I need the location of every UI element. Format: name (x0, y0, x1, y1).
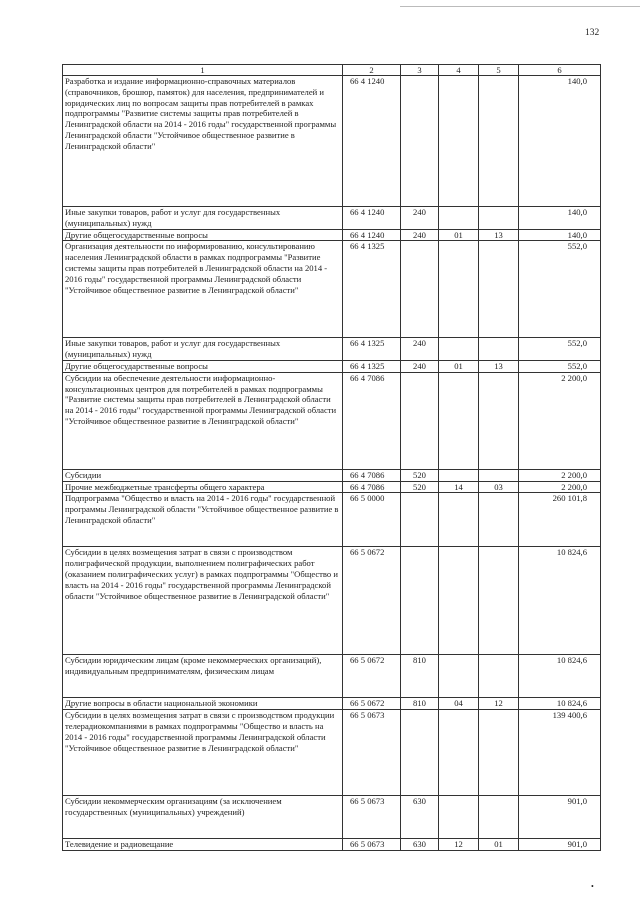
cell-amount: 140,0 (519, 229, 601, 241)
header-cell: 4 (439, 65, 479, 76)
cell-pr (479, 547, 519, 655)
cell-pr: 13 (479, 229, 519, 241)
cell-rz (439, 796, 479, 839)
cell-code: 66 4 1240 (343, 76, 401, 207)
header-cell: 2 (343, 65, 401, 76)
cell-pr (479, 76, 519, 207)
cell-description: Другие общегосударственные вопросы (63, 229, 343, 241)
cell-amount: 10 824,6 (519, 655, 601, 698)
cell-amount: 140,0 (519, 207, 601, 230)
cell-description: Иные закупки товаров, работ и услуг для государственных (муниципальных) нужд (63, 207, 343, 230)
cell-pr: 01 (479, 839, 519, 851)
cell-description: Субсидии (63, 469, 343, 481)
cell-pr: 12 (479, 698, 519, 710)
cell-vr: 520 (401, 481, 439, 493)
cell-code: 66 4 1240 (343, 229, 401, 241)
cell-code: 66 5 0672 (343, 547, 401, 655)
cell-rz: 04 (439, 698, 479, 710)
cell-rz (439, 710, 479, 796)
cell-pr: 03 (479, 481, 519, 493)
cell-description: Прочие межбюджетные трансферты общего характера (63, 481, 343, 493)
header-row (63, 65, 601, 76)
table-row (63, 360, 601, 372)
cell-code: 66 4 1325 (343, 338, 401, 361)
cell-amount: 552,0 (519, 338, 601, 361)
cell-code: 66 5 0673 (343, 710, 401, 796)
cell-description: Другие вопросы в области национальной экономики (63, 698, 343, 710)
cell-vr (401, 241, 439, 338)
table-row (63, 839, 601, 851)
table-row (63, 710, 601, 796)
table-row (63, 796, 601, 839)
cell-pr (479, 338, 519, 361)
cell-rz (439, 338, 479, 361)
cell-rz: 12 (439, 839, 479, 851)
cell-description: Организация деятельности по информированию, консультированию населения Ленинградской области в рамках подпрограммы "Развитие системы защиты прав потребителей в Ленинградской области на 2014 - 2016 годы" государственной программы Ленинградской области "Устойчивое общественное развитие в Ленинградской области" (63, 241, 343, 338)
table-row (63, 207, 601, 230)
table-row (63, 469, 601, 481)
cell-amount: 139 400,6 (519, 710, 601, 796)
cell-pr (479, 655, 519, 698)
cell-amount: 260 101,8 (519, 493, 601, 547)
cell-description: Подпрограмма "Общество и власть на 2014 - 2016 годы" государственной программы Ленинградской области "Устойчивое общественное развитие в Ленинградской области" (63, 493, 343, 547)
cell-rz (439, 76, 479, 207)
cell-pr (479, 372, 519, 469)
cell-description: Субсидии юридическим лицам (кроме некоммерческих организаций), индивидуальным предпринимателям, физическим лицам (63, 655, 343, 698)
cell-code: 66 5 0673 (343, 839, 401, 851)
cell-vr (401, 710, 439, 796)
cell-amount: 2 200,0 (519, 469, 601, 481)
cell-rz (439, 241, 479, 338)
header-cell: 1 (63, 65, 343, 76)
cell-description: Субсидии на обеспечение деятельности информационно-консультационных центров для потребителей в рамках подпрограммы "Развитие системы защиты прав потребителей в Ленинградской области на 2014 - 2016 годы" государственной программы Ленинградской области "Устойчивое общественное развитие в Ленинградской области" (63, 372, 343, 469)
table-row (63, 655, 601, 698)
cell-vr: 240 (401, 207, 439, 230)
cell-code: 66 5 0673 (343, 796, 401, 839)
cell-amount: 140,0 (519, 76, 601, 207)
cell-rz (439, 547, 479, 655)
cell-pr (479, 469, 519, 481)
cell-amount: 10 824,6 (519, 698, 601, 710)
table-row (63, 229, 601, 241)
table-row (63, 372, 601, 469)
cell-description: Другие общегосударственные вопросы (63, 360, 343, 372)
cell-amount: 10 824,6 (519, 547, 601, 655)
table-row (63, 241, 601, 338)
cell-vr: 240 (401, 338, 439, 361)
cell-code: 66 4 7086 (343, 481, 401, 493)
cell-amount: 552,0 (519, 360, 601, 372)
cell-vr: 240 (401, 229, 439, 241)
cell-description: Субсидии в целях возмещения затрат в связи с производством продукции телерадиокомпаниями в рамках подпрограммы "Общество и власть на 2014 - 2016 годы" государственной программы Ленинградской области "Устойчивое общественное развитие в Ленинградской области" (63, 710, 343, 796)
cell-code: 66 4 7086 (343, 469, 401, 481)
cell-code: 66 5 0672 (343, 698, 401, 710)
cell-vr: 630 (401, 796, 439, 839)
cell-vr (401, 372, 439, 469)
table-row (63, 76, 601, 207)
cell-vr: 810 (401, 698, 439, 710)
table-row (63, 481, 601, 493)
cell-rz (439, 207, 479, 230)
cell-description: Иные закупки товаров, работ и услуг для государственных (муниципальных) нужд (63, 338, 343, 361)
page-number: 132 (585, 28, 600, 38)
scan-mark: • (591, 882, 594, 891)
cell-pr: 13 (479, 360, 519, 372)
cell-amount: 901,0 (519, 839, 601, 851)
cell-rz: 01 (439, 360, 479, 372)
table-row (63, 547, 601, 655)
cell-rz: 14 (439, 481, 479, 493)
cell-code: 66 5 0000 (343, 493, 401, 547)
table-row (63, 698, 601, 710)
scan-edge-line (400, 6, 640, 7)
cell-description: Телевидение и радиовещание (63, 839, 343, 851)
cell-pr (479, 207, 519, 230)
cell-amount: 552,0 (519, 241, 601, 338)
cell-vr: 630 (401, 839, 439, 851)
cell-rz (439, 469, 479, 481)
cell-pr (479, 710, 519, 796)
header-cell: 3 (401, 65, 439, 76)
table-row (63, 493, 601, 547)
cell-amount: 2 200,0 (519, 372, 601, 469)
cell-amount: 901,0 (519, 796, 601, 839)
cell-rz (439, 655, 479, 698)
header-cell: 5 (479, 65, 519, 76)
cell-code: 66 4 1325 (343, 360, 401, 372)
cell-vr (401, 547, 439, 655)
cell-rz: 01 (439, 229, 479, 241)
cell-vr: 520 (401, 469, 439, 481)
budget-table (62, 64, 601, 851)
cell-code: 66 4 7086 (343, 372, 401, 469)
cell-code: 66 5 0672 (343, 655, 401, 698)
cell-pr (479, 241, 519, 338)
cell-vr (401, 76, 439, 207)
cell-rz (439, 493, 479, 547)
cell-vr (401, 493, 439, 547)
cell-description: Субсидии некоммерческим организациям (за исключением государственных (муниципальных) учреждений) (63, 796, 343, 839)
cell-code: 66 4 1325 (343, 241, 401, 338)
header-cell: 6 (519, 65, 601, 76)
cell-description: Субсидии в целях возмещения затрат в связи с производством полиграфической продукции, выполнением полиграфических работ (оказанием полиграфических услуг) в рамках подпрограммы "Общество и власть на 2014 - 2016 годы" государственной программы Ленинградской области "Устойчивое общественное развитие в Ленинградской области" (63, 547, 343, 655)
table-row (63, 338, 601, 361)
cell-amount: 2 200,0 (519, 481, 601, 493)
cell-pr (479, 493, 519, 547)
cell-rz (439, 372, 479, 469)
cell-pr (479, 796, 519, 839)
cell-description: Разработка и издание информационно-справочных материалов (справочников, брошюр, памяток) для населения, предпринимателей и юридических лиц по вопросам защиты прав потребителей в рамках подпрограммы "Развитие системы защиты прав потребителей в Ленинградской области на 2014 - 2016 годы" государственной программы Ленинградской области "Устойчивое общественное развитие в Ленинградской области" (63, 76, 343, 207)
cell-code: 66 4 1240 (343, 207, 401, 230)
cell-vr: 810 (401, 655, 439, 698)
cell-vr: 240 (401, 360, 439, 372)
